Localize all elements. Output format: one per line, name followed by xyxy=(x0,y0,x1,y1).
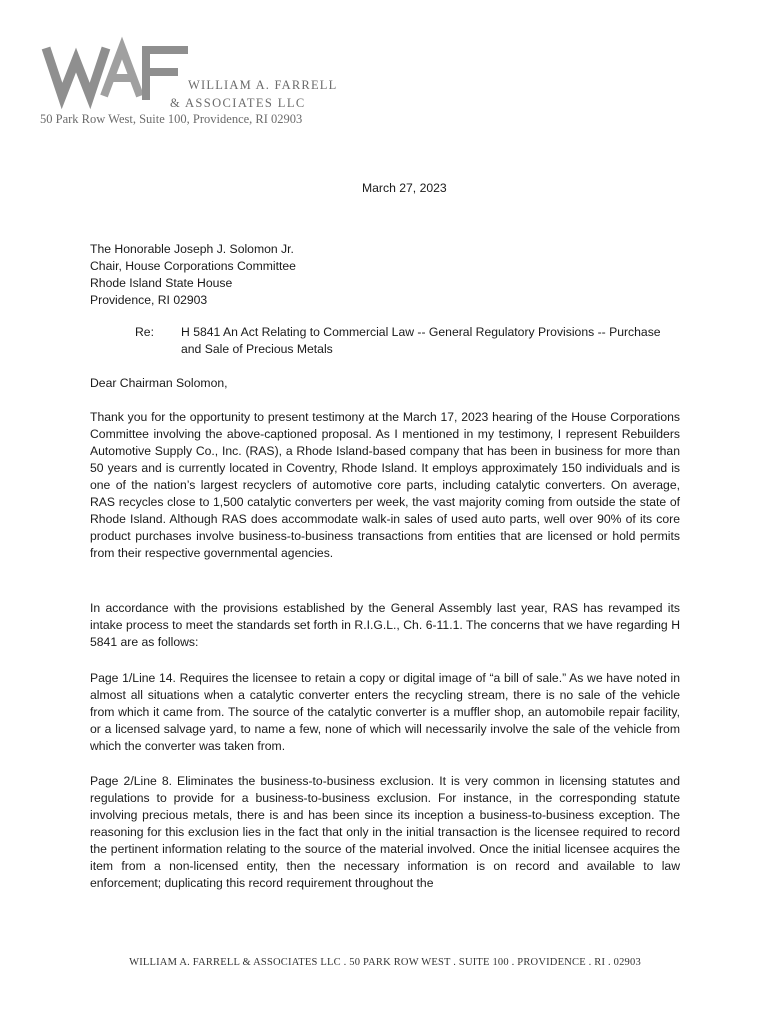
firm-logo xyxy=(42,29,192,104)
firm-name: WILLIAM A. FARRELL xyxy=(188,78,338,92)
paragraph-intro: Thank you for the opportunity to present testimony at the March 17, 2023 hearing of the House Corporations Committee involving the above-captioned proposal. As I mentioned in my testimony, I represent Rebuilders Automotive Supply Co., Inc. (RAS), a Rhode Island-based company that has been in business for more than 50 years and is currently located in Coventry, Rhode Island. It employs approximately 150 individuals and is one of the nation’s largest recyclers of automotive core parts, including catalytic converters. On average, RAS recycles close to 1,500 catalytic converters per week, the vast majority coming from outside the state of Rhode Island. Although RAS does accommodate walk-in sales of used auto parts, well over 90% of its core product purchases involve business-to-business transactions from entities that are licensed or hold permits from their respective governmental agencies. xyxy=(90,410,680,560)
recipient-line: Rhode Island State House xyxy=(90,276,233,290)
recipient-line: Providence, RI 02903 xyxy=(90,293,208,307)
letterhead xyxy=(40,29,340,132)
subject-label: Re: xyxy=(135,325,154,339)
letter-date: March 27, 2023 xyxy=(362,181,447,195)
recipient-line: Chair, House Corporations Committee xyxy=(90,259,296,273)
recipient-block xyxy=(90,241,680,309)
logo-text: WAF xyxy=(42,29,77,46)
firm-address: 50 Park Row West, Suite 100, Providence, RI 02903 xyxy=(40,112,303,126)
paragraph-concerns: In accordance with the provisions established by the General Assembly last year, RAS has revamped its intake process to meet the standards set forth in R.I.G.L., Ch. 6-11.1. The concerns that we have regarding H 5841 are as follows: xyxy=(90,601,680,649)
paragraph-b2b-exclusion: Page 2/Line 8. Eliminates the business-to-business exclusion. It is very common in licensing statutes and regulations to provide for a business-to-business exclusion. For instance, in the corresponding statute involving precious metals, there is and has been since its inception a business-to-business exception. The reasoning for this exclusion lies in the fact that only in the initial transaction is the licensee required to record the pertinent information relating to the source of the material involved. Once the initial licensee acquires the item from a non-licensed entity, then the necessary information is on record and available to law enforcement; duplicating this record requirement throughout the xyxy=(90,774,680,890)
salutation: Dear Chairman Solomon, xyxy=(90,376,228,390)
paragraph-bill-of-sale: Page 1/Line 14. Requires the licensee to retain a copy or digital image of “a bill of sale.” As we have noted in almost all situations when a catalytic converter enters the recycling stream, there is no sale of the vehicle from which it came from. The source of the catalytic converter is a muffler shop, an automobile repair facility, or a licensed salvage yard, to name a few, none of which will necessarily involve the sale of the vehicle from which the converter was taken from. xyxy=(90,671,680,753)
recipient-line: The Honorable Joseph J. Solomon Jr. xyxy=(90,242,294,256)
subject-text: H 5841 An Act Relating to Commercial Law -- General Regulatory Provisions -- Purchase and Sale of Precious Metals xyxy=(181,325,661,356)
page-footer: WILLIAM A. FARRELL & ASSOCIATES LLC . 50 PARK ROW WEST . SUITE 100 . PROVIDENCE . RI . 02903 xyxy=(129,957,641,968)
firm-subtitle: & ASSOCIATES LLC xyxy=(170,96,306,110)
